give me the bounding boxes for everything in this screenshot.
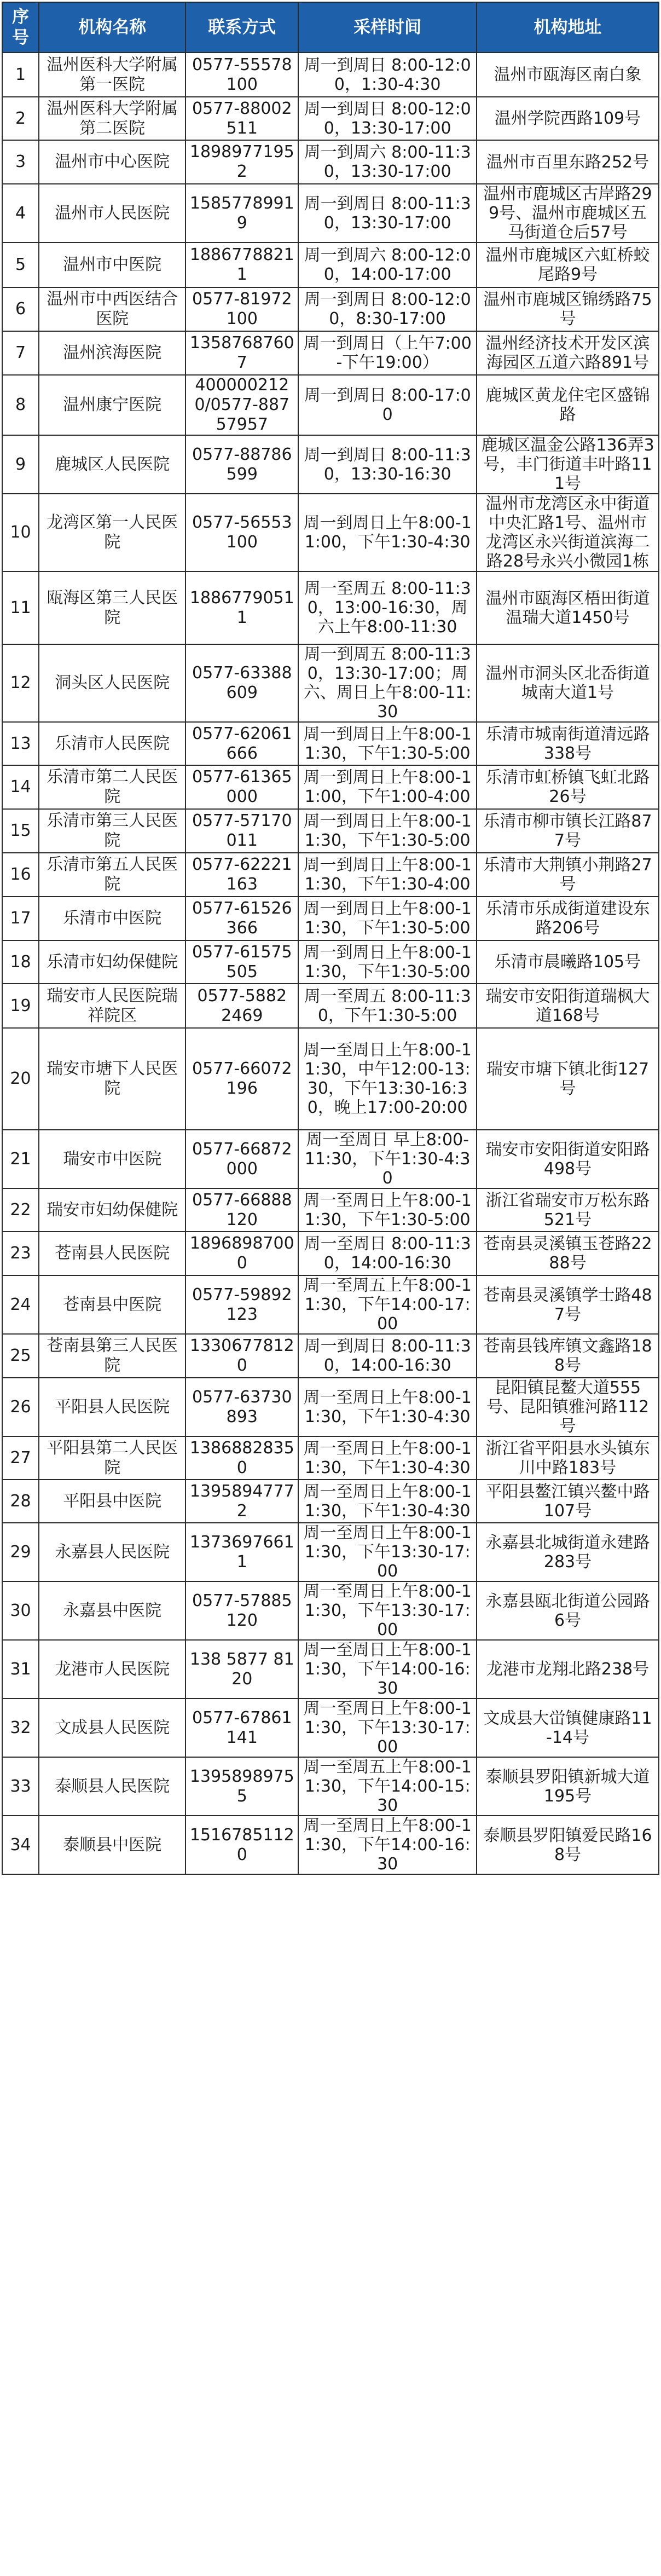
cell-name: 温州市中心医院 [39, 140, 185, 184]
cell-name: 温州康宁医院 [39, 375, 185, 435]
table-row [2, 53, 659, 97]
cell-name: 温州市人民医院 [39, 184, 185, 242]
cell-address: 平阳县鳌江镇兴鳌中路107号 [477, 1480, 659, 1523]
cell-address: 瑞安市安阳街道安阳路498号 [477, 1130, 659, 1188]
table-row [2, 1436, 659, 1480]
table-row [2, 1232, 659, 1275]
table-row [2, 1188, 659, 1232]
cell-phone: 18968987000 [185, 1232, 298, 1275]
cell-phone: 13587687607 [185, 331, 298, 375]
cell-address: 浙江省瑞安市万松东路521号 [477, 1188, 659, 1232]
cell-address: 文成县大峃镇健康路11-14号 [477, 1699, 659, 1757]
cell-address: 温州市瓯海区梧田街道温瑞大道1450号 [477, 571, 659, 644]
cell-phone: 0577-57170011 [185, 809, 298, 853]
cell-name: 瑞安市人民医院瑞祥院区 [39, 984, 185, 1028]
cell-index: 4 [2, 184, 39, 242]
cell-hours: 周一到周日 8:00-12:00，13:30-17:00 [298, 97, 477, 140]
cell-address: 乐清市晨曦路105号 [477, 940, 659, 984]
cell-address: 泰顺县罗阳镇爱民路168号 [477, 1816, 659, 1874]
cell-phone: 13306778120 [185, 1334, 298, 1378]
cell-hours: 周一至周日上午8:00-11:30，下午1:30-4:30 [298, 1480, 477, 1523]
cell-name: 苍南县人民医院 [39, 1232, 185, 1275]
cell-hours: 周一至周日上午8:00-11:30，下午13:30-17:00 [298, 1581, 477, 1640]
table-body [2, 53, 659, 1874]
cell-index: 16 [2, 853, 39, 897]
cell-name: 洞头区人民医院 [39, 644, 185, 722]
cell-phone: 13958989755 [185, 1757, 298, 1816]
table-row [2, 1378, 659, 1436]
table-row [2, 242, 659, 287]
cell-hours: 周一到周日上午8:00-11:30，下午1:30-5:00 [298, 809, 477, 853]
cell-address: 苍南县钱库镇文鑫路188号 [477, 1334, 659, 1378]
cell-hours: 周一至周五 8:00-11:30，下午1:30-5:00 [298, 984, 477, 1028]
table-row [2, 1523, 659, 1581]
table-row [2, 722, 659, 765]
cell-name: 瑞安市中医院 [39, 1130, 185, 1188]
cell-hours: 周一至周日上午8:00-11:30，下午1:30-4:30 [298, 1378, 477, 1436]
cell-address: 苍南县灵溪镇玉苍路2288号 [477, 1232, 659, 1275]
cell-index: 11 [2, 571, 39, 644]
cell-hours: 周一到周六 8:00-12:00，14:00-17:00 [298, 242, 477, 287]
cell-name: 文成县人民医院 [39, 1699, 185, 1757]
cell-name: 瑞安市妇幼保健院 [39, 1188, 185, 1232]
cell-name: 温州市中西医结合医院 [39, 287, 185, 331]
table-row [2, 1581, 659, 1640]
cell-name: 苍南县中医院 [39, 1275, 185, 1334]
cell-hours: 周一至周日 8:00-11:30，14:00-16:30 [298, 1232, 477, 1275]
table-row [2, 494, 659, 571]
cell-index: 15 [2, 809, 39, 853]
cell-hours: 周一至周日上午8:00-11:30，下午14:00-16:30 [298, 1816, 477, 1874]
table-row [2, 375, 659, 435]
cell-address: 昆阳镇昆鳌大道555号、昆阳镇雅河路112号 [477, 1378, 659, 1436]
cell-name: 永嘉县中医院 [39, 1581, 185, 1640]
table-row [2, 1275, 659, 1334]
cell-hours: 周一至周日上午8:00-11:30，下午14:00-16:30 [298, 1640, 477, 1699]
cell-hours: 周一到周日 8:00-12:00，8:30-17:00 [298, 287, 477, 331]
cell-address: 浙江省平阳县水头镇东川中路183号 [477, 1436, 659, 1480]
table-row [2, 984, 659, 1028]
cell-name: 龙湾区第一人民医院 [39, 494, 185, 571]
cell-address: 乐清市乐成街道建设东路206号 [477, 897, 659, 940]
cell-index: 28 [2, 1480, 39, 1523]
cell-phone: 0577-88002511 [185, 97, 298, 140]
header-phone: 联系方式 [185, 2, 298, 53]
table-row [2, 97, 659, 140]
table-row [2, 940, 659, 984]
cell-phone: 0577-61365000 [185, 765, 298, 809]
cell-hours: 周一到周日上午8:00-11:00，下午1:00-4:00 [298, 765, 477, 809]
table-row [2, 765, 659, 809]
cell-index: 26 [2, 1378, 39, 1436]
cell-name: 温州医科大学附属第一医院 [39, 53, 185, 97]
cell-name: 温州滨海医院 [39, 331, 185, 375]
cell-phone: 18989771952 [185, 140, 298, 184]
cell-name: 平阳县人民医院 [39, 1378, 185, 1436]
cell-address: 苍南县灵溪镇学士路487号 [477, 1275, 659, 1334]
cell-index: 1 [2, 53, 39, 97]
cell-index: 14 [2, 765, 39, 809]
cell-phone: 0577-56553100 [185, 494, 298, 571]
cell-hours: 周一至周日上午8:00-11:30，下午1:30-5:00 [298, 1188, 477, 1232]
cell-index: 31 [2, 1640, 39, 1699]
cell-hours: 周一到周日 8:00-11:30，13:30-17:00 [298, 184, 477, 242]
cell-address: 泰顺县罗阳镇新城大道195号 [477, 1757, 659, 1816]
table-row [2, 331, 659, 375]
cell-name: 瑞安市塘下人民医院 [39, 1028, 185, 1130]
cell-hours: 周一到周五 8:00-11:30，13:30-17:00；周六、周日上午8:00-11:30 [298, 644, 477, 722]
cell-index: 27 [2, 1436, 39, 1480]
header-index: 序号 [2, 2, 39, 53]
cell-address: 永嘉县北城街道永建路283号 [477, 1523, 659, 1581]
table-row [2, 435, 659, 494]
cell-name: 苍南县第三人民医院 [39, 1334, 185, 1378]
cell-index: 22 [2, 1188, 39, 1232]
cell-phone: 18867788211 [185, 242, 298, 287]
cell-phone: 0577-62061666 [185, 722, 298, 765]
cell-hours: 周一到周日上午8:00-11:30，下午1:30-5:00 [298, 722, 477, 765]
cell-phone: 0577-81972100 [185, 287, 298, 331]
cell-address: 龙港市龙翔北路238号 [477, 1640, 659, 1699]
table-row [2, 1816, 659, 1874]
cell-index: 17 [2, 897, 39, 940]
cell-address: 温州经济技术开发区滨海园区五道六路891号 [477, 331, 659, 375]
cell-address: 永嘉县瓯北街道公园路6号 [477, 1581, 659, 1640]
cell-index: 32 [2, 1699, 39, 1757]
cell-hours: 周一至周日上午8:00-11:30，下午13:30-17:00 [298, 1523, 477, 1581]
cell-index: 23 [2, 1232, 39, 1275]
table-row [2, 1480, 659, 1523]
cell-hours: 周一到周日 8:00-11:30，13:30-16:30 [298, 435, 477, 494]
cell-hours: 周一至周五上午8:00-11:30，下午14:00-15:30 [298, 1757, 477, 1816]
cell-address: 温州市鹿城区古岸路299号、温州市鹿城区五马街道仓后57号 [477, 184, 659, 242]
table-row [2, 809, 659, 853]
cell-index: 24 [2, 1275, 39, 1334]
table-row [2, 287, 659, 331]
cell-name: 温州医科大学附属第二医院 [39, 97, 185, 140]
cell-hours: 周一至周五上午8:00-11:30，下午14:00-17:00 [298, 1275, 477, 1334]
cell-index: 10 [2, 494, 39, 571]
cell-hours: 周一到周日 8:00-12:00，1:30-4:30 [298, 53, 477, 97]
cell-hours: 周一到周日上午8:00-11:00，下午1:30-4:30 [298, 494, 477, 571]
cell-name: 泰顺县人民医院 [39, 1757, 185, 1816]
cell-hours: 周一到周日 8:00-17:00 [298, 375, 477, 435]
cell-phone: 0577-57885120 [185, 1581, 298, 1640]
table-row [2, 140, 659, 184]
cell-name: 乐清市第三人民医院 [39, 809, 185, 853]
cell-phone: 0577-63388609 [185, 644, 298, 722]
cell-index: 20 [2, 1028, 39, 1130]
cell-address: 乐清市大荆镇小荆路27号 [477, 853, 659, 897]
cell-index: 6 [2, 287, 39, 331]
cell-address: 乐清市虹桥镇飞虹北路26号 [477, 765, 659, 809]
cell-hours: 周一至周日上午8:00-11:30，下午13:30-17:00 [298, 1699, 477, 1757]
cell-address: 温州市百里东路252号 [477, 140, 659, 184]
cell-hours: 周一到周六 8:00-11:30，13:30-17:00 [298, 140, 477, 184]
cell-index: 12 [2, 644, 39, 722]
cell-index: 2 [2, 97, 39, 140]
cell-address: 温州市洞头区北岙街道城南大道1号 [477, 644, 659, 722]
cell-address: 温州学院西路109号 [477, 97, 659, 140]
cell-address: 瑞安市安阳街道瑞枫大道168号 [477, 984, 659, 1028]
hospital-table [2, 2, 659, 1875]
cell-index: 21 [2, 1130, 39, 1188]
cell-index: 19 [2, 984, 39, 1028]
table-row [2, 644, 659, 722]
cell-address: 瑞安市塘下镇北街127号 [477, 1028, 659, 1130]
cell-name: 鹿城区人民医院 [39, 435, 185, 494]
cell-index: 25 [2, 1334, 39, 1378]
cell-index: 5 [2, 242, 39, 287]
cell-hours: 周一至周五 8:00-11:30，13:00-16:30，周六上午8:00-11:30 [298, 571, 477, 644]
cell-index: 3 [2, 140, 39, 184]
header-row [2, 2, 659, 53]
cell-phone: 0577-67861141 [185, 1699, 298, 1757]
table-row [2, 1130, 659, 1188]
table-row [2, 1640, 659, 1699]
table-row [2, 571, 659, 644]
cell-address: 温州市鹿城区锦绣路75号 [477, 287, 659, 331]
cell-phone: 0577-66072196 [185, 1028, 298, 1130]
cell-hours: 周一到周日上午8:00-11:30，下午1:30-5:00 [298, 940, 477, 984]
cell-phone: 15857789919 [185, 184, 298, 242]
cell-hours: 周一到周日上午8:00-11:30，下午1:30-4:00 [298, 853, 477, 897]
cell-index: 13 [2, 722, 39, 765]
cell-name: 瓯海区第三人民医院 [39, 571, 185, 644]
cell-phone: 0577-59892123 [185, 1275, 298, 1334]
cell-name: 永嘉县人民医院 [39, 1523, 185, 1581]
cell-name: 乐清市人民医院 [39, 722, 185, 765]
cell-name: 龙港市人民医院 [39, 1640, 185, 1699]
cell-phone: 0577-61526366 [185, 897, 298, 940]
cell-index: 30 [2, 1581, 39, 1640]
cell-address: 鹿城区黄龙住宅区盛锦路 [477, 375, 659, 435]
cell-hours: 周一至周日 早上8:00-11:30，下午1:30-4:30 [298, 1130, 477, 1188]
cell-name: 乐清市妇幼保健院 [39, 940, 185, 984]
header-address: 机构地址 [477, 2, 659, 53]
cell-name: 乐清市中医院 [39, 897, 185, 940]
cell-phone: 0577-62221163 [185, 853, 298, 897]
header-name: 机构名称 [39, 2, 185, 53]
header-hours: 采样时间 [298, 2, 477, 53]
cell-name: 平阳县中医院 [39, 1480, 185, 1523]
cell-address: 乐清市柳市镇长江路877号 [477, 809, 659, 853]
cell-phone: 13736976611 [185, 1523, 298, 1581]
cell-index: 18 [2, 940, 39, 984]
cell-name: 乐清市第二人民医院 [39, 765, 185, 809]
cell-index: 9 [2, 435, 39, 494]
cell-phone: 0577-63730893 [185, 1378, 298, 1436]
cell-address: 乐清市城南街道清远路338号 [477, 722, 659, 765]
table-row [2, 1028, 659, 1130]
cell-name: 泰顺县中医院 [39, 1816, 185, 1874]
cell-index: 8 [2, 375, 39, 435]
table-row [2, 1757, 659, 1816]
cell-phone: 18867790511 [185, 571, 298, 644]
cell-phone: 15167851120 [185, 1816, 298, 1874]
cell-phone: 13958947772 [185, 1480, 298, 1523]
cell-phone: 0577-66872000 [185, 1130, 298, 1188]
cell-hours: 周一至周日上午8:00-11:30，下午1:30-4:30 [298, 1436, 477, 1480]
cell-address: 温州市瓯海区南白象 [477, 53, 659, 97]
cell-phone: 0577-66888120 [185, 1188, 298, 1232]
cell-phone: 13868828350 [185, 1436, 298, 1480]
cell-address: 鹿城区温金公路136弄3号，丰门街道丰叶路111号 [477, 435, 659, 494]
cell-index: 33 [2, 1757, 39, 1816]
cell-index: 7 [2, 331, 39, 375]
cell-address: 温州市鹿城区六虹桥蛟尾路9号 [477, 242, 659, 287]
table-row [2, 184, 659, 242]
cell-name: 平阳县第二人民医院 [39, 1436, 185, 1480]
cell-name: 乐清市第五人民医院 [39, 853, 185, 897]
cell-phone: 0577-5882 2469 [185, 984, 298, 1028]
cell-name: 温州市中医院 [39, 242, 185, 287]
cell-phone: 4000002120/0577-88757957 [185, 375, 298, 435]
cell-hours: 周一至周日上午8:00-11:30，中午12:00-13:30，下午13:30-16:30，晚上17:00-20:00 [298, 1028, 477, 1130]
cell-hours: 周一到周日上午8:00-11:30，下午1:30-5:00 [298, 897, 477, 940]
cell-phone: 0577-61575505 [185, 940, 298, 984]
cell-phone: 0577-55578100 [185, 53, 298, 97]
cell-hours: 周一到周日 8:00-11:30，14:00-16:30 [298, 1334, 477, 1378]
table-row [2, 853, 659, 897]
cell-phone: 0577-88786599 [185, 435, 298, 494]
table-row [2, 897, 659, 940]
table-row [2, 1699, 659, 1757]
cell-phone: 138 5877 8120 [185, 1640, 298, 1699]
cell-index: 29 [2, 1523, 39, 1581]
table-row [2, 1334, 659, 1378]
cell-hours: 周一到周日（上午7:00-下午19:00） [298, 331, 477, 375]
cell-address: 温州市龙湾区永中街道中央汇路1号、温州市龙湾区永兴街道滨海二路28号永兴小微园1栋 [477, 494, 659, 571]
cell-index: 34 [2, 1816, 39, 1874]
